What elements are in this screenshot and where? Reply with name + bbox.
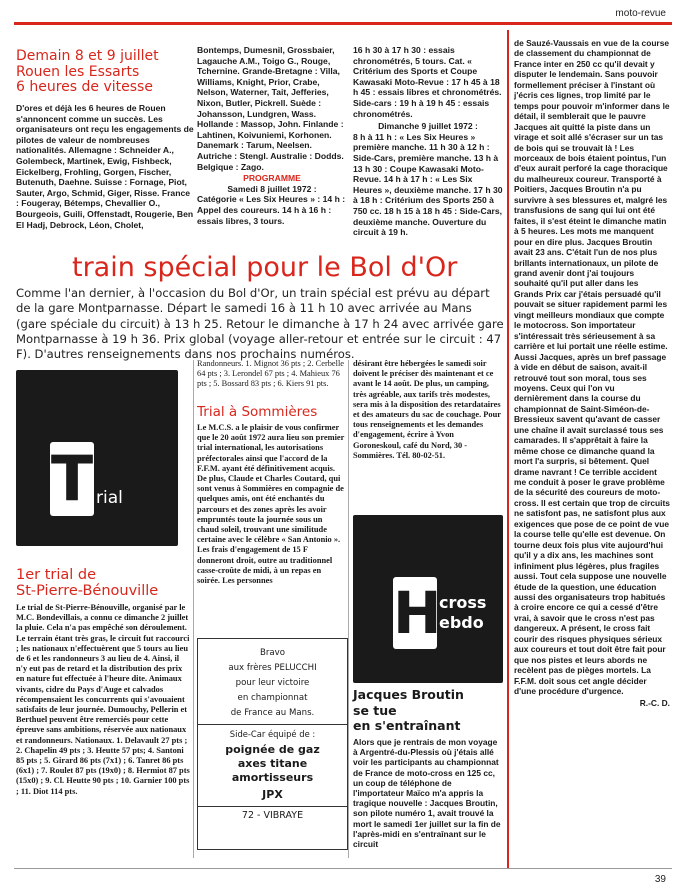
demain-col3: 16 h 30 à 17 h 30 : essais chronométrés, 5 tours. Cat. « Critérium des Sports et Coupe Kawasaki Moto-Revue : 17 h 45 à 18 h 45 : essais libres et chronométrés. Side-cars : 19 h à 19 h 45 : essais chronométrés. Dimanche 9 juillet 1972 : 8 h à 11 h : « Les Six Heures » première manche. 11 h 30 à 12 h : Side-Cars, première manche. 13 h à 13 h 30 : Coupe Kawasaki Moto-Revue. 14 h à 17 h : « Les Six Heures », deuxième manche. 17 h 30 à 18 h : Critérium des Sports 250 à 750 cc. 18 h 15 à 18 h 45 : Side-Cars, deuxième manche. Ouverture du circuit à 19 h. <box>353 45 503 238</box>
column-rule-1 <box>193 360 194 858</box>
cross-hebdo-logo <box>353 515 503 683</box>
vertical-divider-right <box>507 30 509 868</box>
randonneurs-results: Randonneurs. 1. Mignot 36 pts ; 2. Cerbelle 64 pts ; 3. Lerondel 67 pts ; 4. Mahieux 76 pts ; 5. Bossard 83 pts ; 6. Kiers 91 pts. <box>197 359 345 389</box>
cross-hebdo-logo-letter: H <box>393 579 442 647</box>
footer-rule <box>14 868 672 869</box>
demain-col2: Bontemps, Dumesnil, Grossbaier, Lagauche A.M., Toigo G., Rouge, Tchernine. Grande-Bretagne : Villa, Williams, Knight, Prior, Crabe, Nelson, Waterner, Tait, Jefferies, Nixon, Butler, Pickrell. Suède : Johansson, Lundgren, Wass. Hollande : Massop, John. Finlande : Lahtinen, Koivuniemi, Korhonen. Danemark : Tarum, Neelsen. Autriche : Stengl. Australie : Dodds. Belgique : Zago. PROGRAMME Samedi 8 juillet 1972 : Catégorie « Les Six Heures » : 14 h : Appel des coureurs. 14 h à 16 h : essais libres, 3 tours. <box>197 45 346 226</box>
sommieres-body: Le M.C.S. a le plaisir de vous confirmer que le 20 août 1972 aura lieu son premier trial international, les autorisations préfectorales ainsi que l'accord de la F.F.M. ayant été définitivement acquis. De plus, Claude et Charles Coutard, qui sont venus à Sommières en compagnie de quelques amis, ont été enchantés du parcours et des zones après les avoir empruntés toute la journée sous un chaud soleil, trouvant une similitude certaine avec le célèbre « San Antonio ». Les frais d'engagement de 15 F donneront droit, outre au traditionnel casse-croûte de midi, à un repas en soirée. Les personnes <box>197 423 345 586</box>
pelucchi-ad: Bravo aux frères PELUCCHI pour leur victoire en championnat de France au Mans. Side-Car équipé de : poignée de gaz axes titane amortisseurs JPX 72 - VIBRAYE <box>197 638 348 850</box>
train-body: Comme l'an dernier, à l'occasion du Bol d'Or, un train spécial est prévu au départ de la gare Montparnasse. Départ le samedi 16 à 11 h 10 avec arrivée au Mans (gare spéciale du circuit) à 13 h 25. Retour le dimanche à 17 h 24 avec arrivée gare Montparnasse à 19 h 36. Prix global (voyage aller-retour et entrée sur le circuit : 47 F). D'autres renseignements dans nos prochains numéros. <box>16 286 504 362</box>
broutin-col4: de Sauzé-Vaussais en vue de la course de classement du championnat de France inter en 250 cc qu'il devait y disputer le lendemain. Sans pouvoir formellement préciser à l'instant où j'écris ces lignes, trop limité par le temps pour pouvoir m'informer dans le détail, il semblerait que le pauvre Jacques ait quitté la piste dans un virage et soit allé s'écraser sur un tas de bois qui se trouvait là ! Les morceaux de bois étaient pointus, l'un d'eux aurait perforé la cage thoracique du malheureux coureur. Transporté à Poitiers, Jacques Broutin n'a pu survivre à ses blessures et, malgré les transfusions de sang qui lui ont été faites, il s'est éteint le dimanche matin à 5 heures. Les mots me manquent pour en dire plus. Jacques Broutin avait 23 ans. C'était l'un de nos plus brillants internationaux, un pilote de grand avenir dont j'ai toujours souhaité qu'il put aller dans les Grands Prix car j'étais persuadé qu'il pouvait se situer rapidement parmi les vingt meilleurs mondiaux que compte le motocross. Son importateur s'intéressait très sérieusement à sa carrière et lui portait une réelle estime. Aussi Jacques, après un bref passage à vide en début de saison, avait-il retrouvé tout son moral, tous ses moyens. Ceux qui l'on vu dernièrement dans la course du championnat de Saint-Siméon-de-Bressieux savent qu'avant de casser une chaîne il avait surclassé tous ses camarades. Il s'apprêtait à faire la même chose ce dimanche quand la mort l'a surpris, si bêtement. Quel drame navrant ! Ce terrible accident me conduit à poser le grave problème de la sécurité des coureurs de moto-cross. Il est certain que trop de circuits ne satisfont pas, ne satisfont plus aux exigences que pose de ce point de vue la course telle qu'elle est devenue. On tourne deux fois plus vite aujourd'hui qu'il y a dix ans, les machines sont infiniment plus légères, plus fragiles aussi. Tout cela suppose une nouvelle étude de la question, une éducation aussi des organisateurs trop habitués à croire encore ce qui a cessé d'être vrai, à savoir que le cross n'est pas dangereux. A présent, le cross fait courir des risques physiques sérieux aux coureurs et tout doit être fait pour que nos pistes et leurs abords ne recèlent pas de pièges mortels. La F.F.M. doit sous cet angle décider d'une procédure d'urgence. R.-C. D. <box>514 38 670 708</box>
broutin-body: Alors que je rentrais de mon voyage à Argentré-du-Plessis où j'étais allé voir les participants au championnat de France de moto-cross en 125 cc, un coup de téléphone de l'importateur Maïco m'a appris la tragique nouvelle : Jacques Broutin, son pilote numéro 1, avait trouvé la mort le samedi 1er juillet sur la fin de l'après-midi en s'entraînant sur le circuit <box>353 737 501 850</box>
cross-hebdo-word2: ebdo <box>439 613 484 632</box>
broutin-title: Jacques Broutin se tue en s'entraînant <box>353 687 464 733</box>
demain-col1: D'ores et déjà les 6 heures de Rouen s'annoncent comme un succès. Les organisateurs ont reçu les engagements de pilotes de valeur de nombreuses nationalités. Allemagne : Schneider A., Golembeck, Martinek, Ewig, Fishbeck, Eickelberg, Frohling, Gorgen, Fischer, Butenuth, Daehne. Suisse : Fornage, Piot, Sauter, Argo, Schmid, Giger, Risse. France : Fougeray, Bétemps, Chevallier O., Bourgeois, Guili, Offenstadt, Rougerie, Ben El Hadj, Debrock, Léon, Cholet, <box>16 103 194 230</box>
ad-divider-bottom <box>198 806 347 807</box>
ad-divider <box>198 724 347 725</box>
trial-logo-word: rial <box>96 488 123 508</box>
header-rule <box>14 22 672 25</box>
sommieres-title: Trial à Sommières <box>197 404 318 420</box>
demain-title: Demain 8 et 9 juillet Rouen les Essarts 6 heures de vitesse <box>16 48 159 95</box>
section-label: moto-revue <box>615 8 666 19</box>
column-rule-2 <box>348 360 349 858</box>
stpierre-title: 1er trial de St-Pierre-Bénouville <box>16 567 159 599</box>
stpierre-body: Le trial de St-Pierre-Bénouville, organisé par le M.C. Bondevillais, a connu ce dimanche 2 juillet la pluie. Cela n'a pas empêché son déroulement. Le terrain étant très gras, le circuit fut raccourci ; les nationaux n'effectuèrent que 5 tours au lieu de 6 et les randonneurs 3 au lieu de 4. Ainsi, il n'y eut pas de retard et la distribution des prix en nature fut effectuée à l'heure dite. Animaux vivants, cidre du Pays d'Auge et calvados récompensaient les concurrents qui s'avouaient satisfaits de leur journée. Dumouchy, Pellerin et Berthuel peuvent être remerciés pour cette épreuve sans ambitions, réservée aux nationaux et randonneurs. Nationaux. 1. Delavault 27 pts ; 2. Chapelin 49 pts ; 3. Heutte 57 pts; 4. Santoni 85 pts ; 5. Girard 86 pts (7x1) ; 6. Tanret 86 pts (6x1) ; 7. Roulet 87 pts (19x0) ; 8. Hermiot 87 pts (15x0) ; 9. Cl. Heutte 90 pts ; 10. Garnier 100 pts ; 11. Diot 114 pts. <box>16 603 190 796</box>
trial-logo <box>16 370 178 546</box>
trial-logo-letter: T <box>50 442 94 515</box>
cross-hebdo-word1: cross <box>439 593 487 612</box>
page-number: 39 <box>654 874 666 885</box>
sommieres-continued: désirant être hébergées le samedi soir doivent le préciser dès maintenant et ce avant le 14 août. De plus, un camping, très agréable, aux tarifs très modestes, sera mis à la disposition des retardataires et des amateurs du sac de couchage. Pour tous renseignements et les demandes d'engagement, écrire à Yvon Goroneskoul, café du Nord, 30 - Sommières. Tél. 80-02-51. <box>353 359 501 460</box>
train-title: train spécial pour le Bol d'Or <box>72 252 458 283</box>
